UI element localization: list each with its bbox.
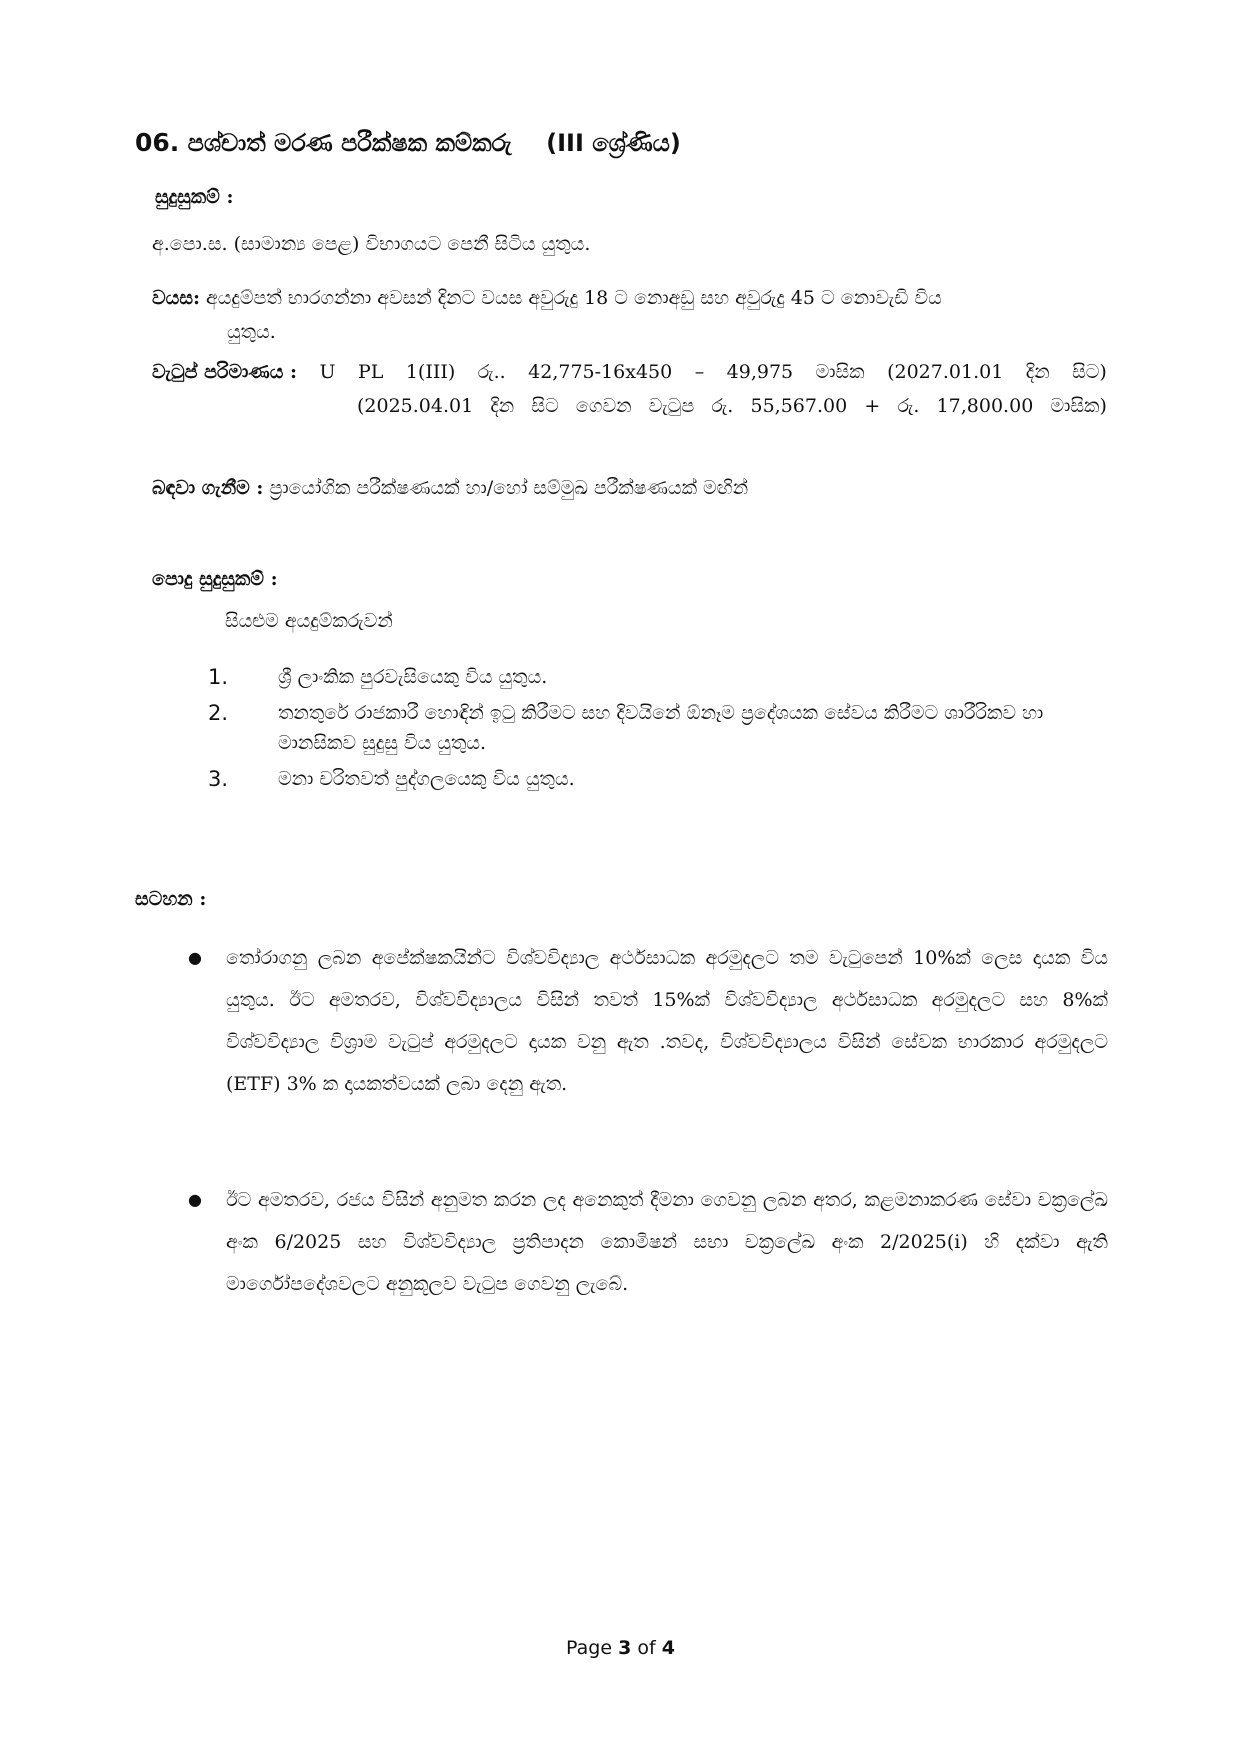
list-item-number: 3. [208, 767, 229, 791]
page-of: of [637, 1637, 656, 1659]
position-grade: (III ශ්‍රේණිය) [546, 129, 681, 157]
salary-part: 49,975 [726, 361, 794, 383]
salary-part: දින [1025, 361, 1050, 383]
page-prefix: Page [566, 1637, 613, 1659]
salary-label: වැටුප් පරිමාණය : [152, 361, 297, 383]
bullet-icon: ● [188, 1190, 202, 1209]
salary-part: රු.. [477, 361, 506, 383]
qualifications-label: සුදුසුකම් : [155, 186, 234, 208]
recruitment [152, 477, 748, 499]
salary-scale [152, 355, 1107, 423]
note-bullet-1 [188, 937, 1108, 1105]
salary-part: සිට) [1072, 361, 1107, 383]
salary-part: රු. [897, 395, 920, 417]
age-requirement [152, 281, 1102, 349]
list-item-number: 1. [208, 665, 229, 689]
list-item-number: 2. [208, 701, 229, 725]
page-total: 4 [661, 1637, 675, 1659]
age-text-line2: යුතුය. [227, 321, 276, 343]
general-qualifications-label: පොදු සුදුසුකම් : [152, 568, 278, 590]
age-label: වයස: [152, 287, 200, 309]
list-item [208, 662, 1088, 692]
salary-part: මාසික) [1050, 395, 1107, 417]
salary-part: මාසික [815, 361, 865, 383]
list-item [208, 764, 1088, 794]
position-title: පශ්චාත් මරණ පරීක්ෂක කම්කරු [187, 129, 512, 157]
note-bullet-2 [188, 1179, 1108, 1305]
list-item [208, 698, 1088, 758]
salary-part: 55,567.00 [750, 395, 848, 417]
note-text: තෝරාගනු ලබන අපේක්ෂකයින්ට විශ්වවිද්‍යාල අර්ථසාධක අරමුදලට තම වැටුපෙන් 10%ක් ලෙස දායක විය යුතුය. ඊට අමතරව, විශ්වවිද්‍යාලය විසින් තවත් 15%ක් විශ්වවිද්‍යාල අර්ථසාධක අරමුදලට සහ 8%ක් විශ්වවිද්‍යාල විශ්‍රාම වැටුප් අරමුදලට දායක වනු ඇත .තවද, විශ්වවිද්‍යාලය විසින් සේවක භාරකාර අරමුදලට (ETF) 3% ක දායකත්වයක් ලබා දෙනු ඇත. [226, 947, 1108, 1095]
section-number: 06. [135, 128, 180, 157]
page-current: 3 [618, 1637, 632, 1659]
recruitment-text: ප්‍රායෝගික පරීක්ෂණයක් හා/හෝ සම්මුඛ පරීක්ෂණයක් මඟින් [269, 477, 749, 499]
salary-part: – [694, 361, 705, 383]
notes-label: සටහන : [135, 888, 207, 910]
list-item-text: මනා චරිතවත් පුද්ගලයෙකු විය යුතුය. [278, 768, 575, 790]
salary-part: (2025.04.01 [357, 395, 474, 417]
salary-part: 17,800.00 [936, 395, 1034, 417]
salary-part: සිට [531, 395, 559, 417]
salary-line-2 [152, 389, 1107, 423]
recruitment-label: බඳවා ගැනීම : [152, 477, 264, 499]
salary-part: 42,775-16x450 [528, 361, 673, 383]
salary-line-1 [152, 355, 1107, 389]
salary-part: වැටුප [648, 395, 695, 417]
general-qualifications-list [208, 662, 1088, 800]
section-heading [135, 128, 681, 157]
list-item-text: ශ්‍රී ලාංකික පුරවැසියෙකු විය යුතුය. [278, 666, 548, 688]
salary-part: PL [357, 361, 384, 383]
salary-part: 1(III) [405, 361, 456, 383]
salary-part: දින [490, 395, 515, 417]
salary-part: (2027.01.01 [887, 361, 1004, 383]
salary-part: ගෙවන [575, 395, 632, 417]
general-intro: සියළුම අයදුම්කරුවන් [225, 610, 393, 632]
salary-part: + [864, 395, 881, 417]
list-item-text: තනතුරේ රාජකාරී හොඳින් ඉටු කිරීමට සහ දිවයිනේ ඕනෑම ප්‍රදේශයක සේවය කිරීමට ශාරීරිකව හා මානසිකව සුදුසු විය යුතුය. [278, 702, 1044, 754]
note-text: ඊට අමතරව, රජය විසින් අනුමත කරන ලද අනෙකුත් දීමනා ගෙවනු ලබන අතර, කළමනාකරණ සේවා චක්‍රලේඛ අංක 6/2025 සහ විශ්වවිද්‍යාල ප්‍රතිපාදන කොමිෂන් සභා චක්‍රලේඛ අංක 2/2025(i) හි දක්වා ඇති මාර්ගෝපදේශවලට අනුකූලව වැටුප ගෙවනු ලැබේ. [226, 1189, 1108, 1295]
salary-part: U [319, 361, 336, 383]
age-text-line1: අයදුම්පත් භාරගන්නා අවසන් දිනට වයස අවුරුදු 18 ට නොඅඩු සහ අවුරුදු 45 ට නොවැඩි විය [206, 287, 942, 309]
qualifications-text: අ.පො.ස. (සාමාන්‍ය පෙළ) විභාගයට පෙනී සිටිය යුතුය. [152, 233, 591, 255]
page-footer [0, 1637, 1241, 1659]
bullet-icon: ● [188, 948, 202, 967]
salary-part: රු. [711, 395, 734, 417]
